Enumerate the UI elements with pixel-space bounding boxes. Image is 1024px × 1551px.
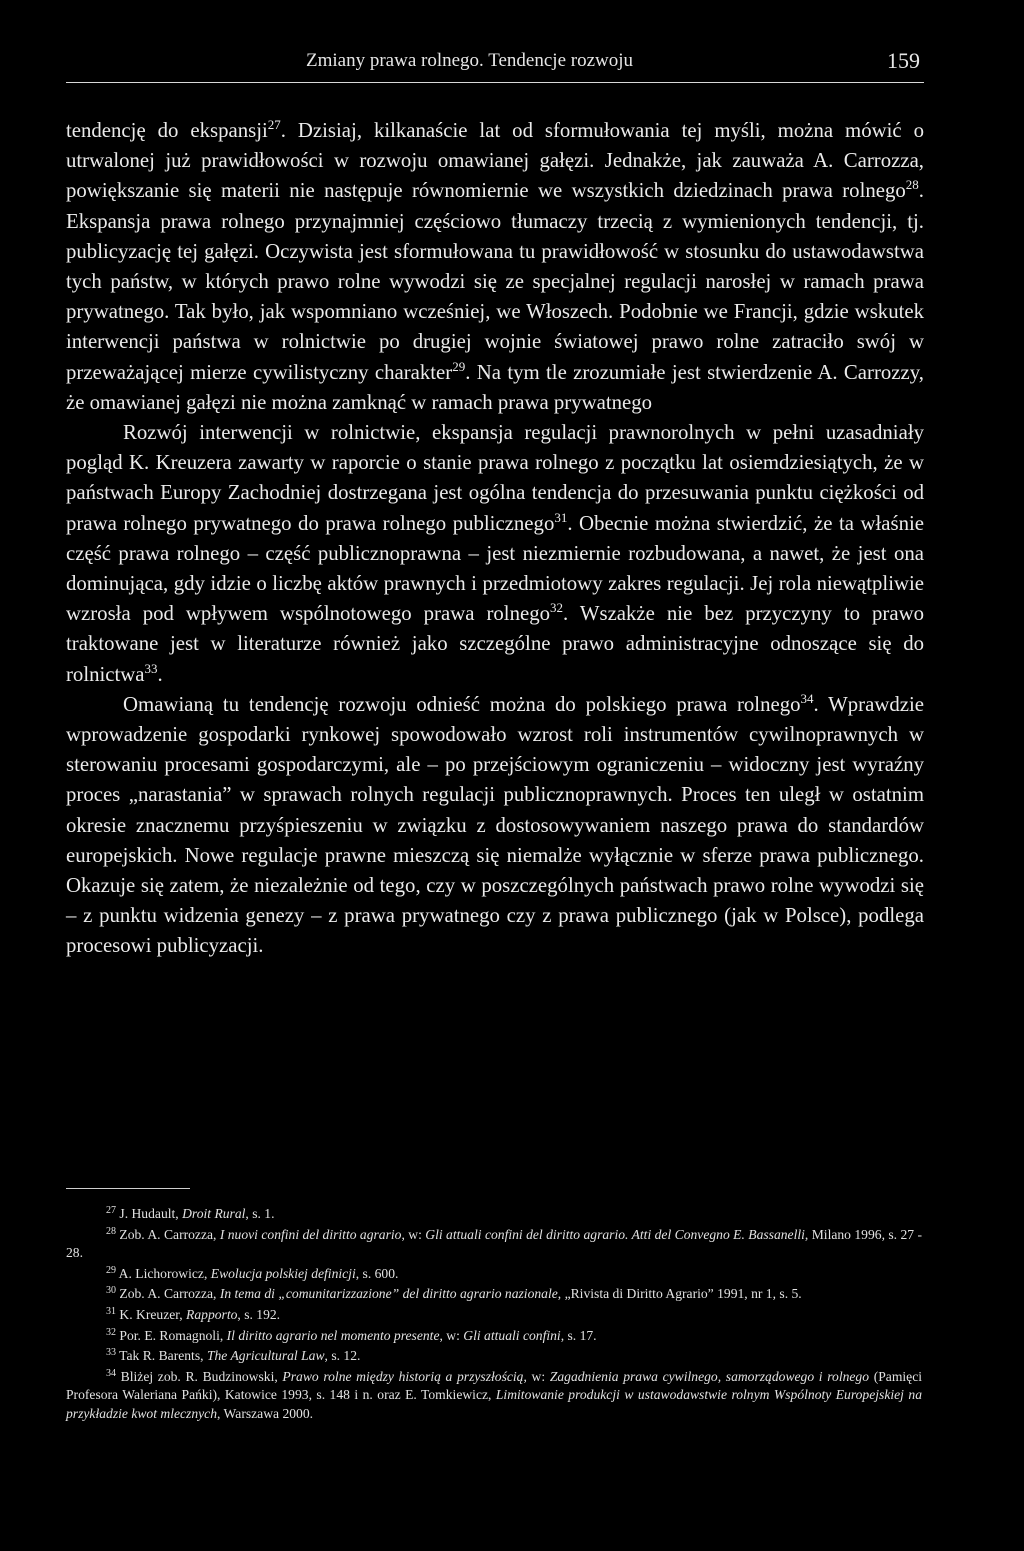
footnote-ref-33[interactable]: 33 xyxy=(144,660,158,676)
footnote-text: , Warszawa 2000. xyxy=(217,1405,314,1421)
footnote-text: , „Rivista di Diritto Agrario” 1991, nr 1, s. 5. xyxy=(557,1286,802,1302)
footnote-29 xyxy=(66,1265,922,1284)
footnote-title: Gli attuali confini xyxy=(463,1327,561,1343)
footnote-text: Zob. A. Carrozza, xyxy=(119,1226,220,1242)
text-segment: tendencję do ekspansji xyxy=(66,119,268,142)
footnote-30 xyxy=(66,1285,922,1304)
footnote-text: A. Lichorowicz, xyxy=(118,1265,211,1281)
text-segment: . Obecnie można stwierdzić, że ta właśnie część prawa rolnego – część publicznoprawna – jest niezmiernie rozbudowana, a nawet, że jest ona dominująca, gdy idzie o liczbę aktów prawnych i przedmiotowy zakres regulacji. Jej rola niewątpliwie wzrosła pod wpływem wspólnotowego prawa rolnego xyxy=(66,511,924,626)
footnote-title: Droit Rural xyxy=(182,1206,246,1221)
footnote-text: J. Hudault, xyxy=(119,1206,183,1221)
footnote-33 xyxy=(66,1347,922,1366)
footnote-title: The Agricultural Law xyxy=(206,1348,325,1364)
footnote-ref-32[interactable]: 32 xyxy=(550,600,564,616)
footnote-text: Bliżej zob. R. Budzinowski, xyxy=(120,1368,283,1384)
footnote-28 xyxy=(66,1226,922,1263)
footnote-text: , s. 17. xyxy=(560,1327,597,1343)
text-segment: . Wszakże nie bez przyczyny to prawo traktowane jest w literaturze również jako szczególne prawo administracyjne odnoszące się do rolnictwa xyxy=(66,602,924,686)
footnote-title: In tema di „comunitarizzazione” del diritto agrario nazionale xyxy=(219,1286,558,1302)
footnote-title: Zagadnienia prawa cywilnego, samorządowego i rolnego xyxy=(549,1368,870,1384)
text-segment: Rozwój interwencji w rolnictwie, ekspansja regulacji prawnorolnych w pełni uzasadniały pogląd K. Kreuzera zawarty w raporcie o stanie prawa rolnego z początku lat osiemdziesiątych, że w państwach Europy Zachodniej dostrzegana jest ogólna tendencja do przesuwania punktu ciężkości od prawa rolnego prywatnego do prawa rolnego publicznego xyxy=(66,421,924,535)
footnote-text: Por. E. Romagnoli, xyxy=(119,1327,227,1343)
footnote-text: , s. 192. xyxy=(237,1306,281,1322)
footnote-title: I nuovi confini del diritto agrario xyxy=(219,1226,402,1242)
footnote-text: , w: xyxy=(401,1226,426,1242)
footnote-text: , s. 600. xyxy=(355,1265,399,1281)
footnote-number: 31 xyxy=(106,1305,116,1317)
footnote-ref-31[interactable]: 31 xyxy=(554,509,568,525)
footnote-text: K. Kreuzer, xyxy=(119,1306,187,1322)
footnote-32 xyxy=(66,1327,922,1346)
footnote-text: Tak R. Barents, xyxy=(119,1348,207,1364)
footnote-text: Zob. A. Carrozza, xyxy=(119,1286,220,1302)
footnote-title: Rapporto xyxy=(186,1306,238,1322)
footnote-number: 28 xyxy=(106,1225,116,1237)
footnote-number: 34 xyxy=(106,1367,116,1379)
footnote-number: 33 xyxy=(106,1347,116,1359)
text-segment: . Ekspansja prawa rolnego przynajmniej częściowo tłumaczy trzecią z wymienionych tendencji, tj. publicyzację tej gałęzi. Oczywista jest sformułowana tu prawidłowość w stosunku do ustawodawstwa tych państw, w których prawo rolne wywodzi się ze specjalnej regulacji narosłej w ramach prawa prywatnego. Tak było, jak wspomniano wcześniej, we Włoszech. Podobnie we Francji, gdzie wskutek interwencji państwa w rolnictwie po drugiej wojnie światowej prawo rolne zatraciło swój w przeważającej mierze cywilistyczny charakter xyxy=(66,179,924,384)
paragraph-3 xyxy=(66,690,924,962)
footnote-text: , s. 1. xyxy=(245,1206,275,1221)
footnote-31 xyxy=(66,1306,922,1325)
page-number: 159 xyxy=(887,48,920,73)
paragraph-1 xyxy=(66,116,924,418)
footnote-title: Il diritto agrario nel momento presente xyxy=(226,1327,440,1343)
footnote-ref-34[interactable]: 34 xyxy=(800,690,814,706)
footnote-27 xyxy=(66,1205,922,1224)
footnote-number: 30 xyxy=(106,1285,116,1297)
footnote-separator xyxy=(66,1188,190,1189)
running-header xyxy=(66,48,924,83)
footnote-34 xyxy=(66,1368,922,1424)
footnote-number: 29 xyxy=(106,1264,116,1276)
text-segment: . Wprawdzie wprowadzenie gospodarki rynkowej spowodowało wzrost roli instrumentów cywilnoprawnych w sterowaniu procesami gospodarczymi, ale – po przejściowym ograniczeniu – widoczny jest wyraźny proces „narastania” w sprawach rolnych regulacji publicznoprawnych. Proces ten uległ w ostatnim okresie znacznemu przyśpieszeniu w związku z dostosowywaniem naszego prawa do standardów europejskich. Nowe regulacje prawne mieszczą się niemalże wyłącznie w sferze prawa publicznego. Okazuje się zatem, że niezależnie od tego, czy w poszczególnych państwach prawo rolne wywodzi się – z punktu widzenia genezy – z prawa prywatnego czy z prawa publicznego (jak w Polsce), podlega procesowi publicyzacji. xyxy=(66,692,924,958)
footnote-text: , w: xyxy=(439,1327,464,1343)
footnote-title: Gli attuali confini del diritto agrario. Atti del Convegno E. Bassanelli xyxy=(425,1226,805,1242)
footnote-ref-29[interactable]: 29 xyxy=(452,358,466,374)
footnote-title: Ewolucja polskiej definicji xyxy=(210,1265,356,1281)
text-segment: . Na tym tle zrozumiałe jest stwierdzenie A. Carrozzy, że omawianej gałęzi nie można zamknąć w ramach prawa prywatnego xyxy=(66,360,924,414)
text-segment: Omawianą tu tendencję rozwoju odnieść można do polskiego prawa rolnego xyxy=(123,692,801,716)
text-segment: . Dzisiaj, kilkanaście lat od sformułowania tej myśli, można mówić o utrwalonej już prawidłowości w rozwoju omawianej gałęzi. Jednakże, jak zauważa A. Carrozza, powiększanie się materii nie następuje równomiernie we wszystkich dziedzinach prawa rolnego xyxy=(66,119,924,203)
footnote-number: 32 xyxy=(106,1326,116,1338)
footnote-text: , Milano 1996, s. 27 - 28. xyxy=(66,1226,922,1261)
footnote-ref-27[interactable]: 27 xyxy=(267,117,281,132)
footnote-ref-28[interactable]: 28 xyxy=(905,177,919,193)
footnote-text: , w: xyxy=(523,1368,550,1384)
main-text xyxy=(66,116,924,962)
footnote-text: (Pamięci Profesora Waleriana Pańki), Katowice 1993, s. 148 i n. oraz E. Tomkiewicz, xyxy=(66,1368,923,1403)
footnote-number: 27 xyxy=(106,1205,116,1216)
footnotes xyxy=(66,1205,922,1426)
footnote-title: Limitowanie produkcji w ustawodawstwie rolnym Wspólnoty Europejskiej na przykładzie kwot mlecznych xyxy=(66,1387,922,1421)
text-segment: . xyxy=(157,662,163,686)
paragraph-2 xyxy=(66,418,924,690)
footnote-title: Prawo rolne między historią a przyszłością xyxy=(282,1368,524,1384)
footnote-text: , s. 12. xyxy=(324,1348,361,1364)
running-title: Zmiany prawa rolnego. Tendencje rozwoju xyxy=(306,50,634,71)
